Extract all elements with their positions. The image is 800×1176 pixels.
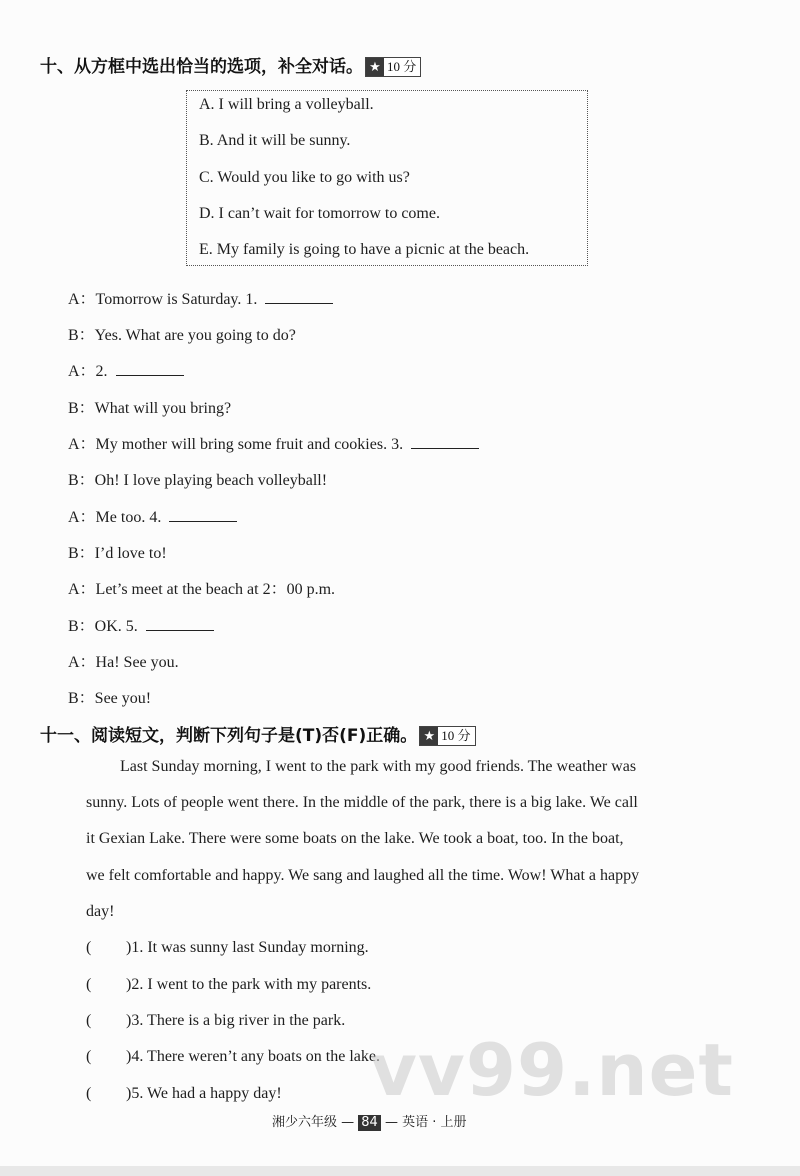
section-10-title	[40, 52, 421, 77]
passage-line: we felt comfortable and happy. We sang and laughed all the time. Wow! What a happy	[86, 867, 640, 884]
dialogue-line: A：Me too. 4.	[68, 504, 237, 527]
option-b: B. And it will be sunny.	[199, 132, 351, 149]
answer-blank-4[interactable]	[169, 507, 237, 522]
passage-line: Last Sunday morning, I went to the park with my good friends. The weather was	[120, 758, 637, 775]
answer-paren-5[interactable]: (	[86, 1085, 92, 1102]
answer-blank-5[interactable]	[146, 616, 214, 631]
bottom-edge	[0, 1166, 800, 1176]
dialogue-line: B：OK. 5.	[68, 613, 214, 636]
section-11-title-text: 十一、阅读短文，判断下列句子是(T)否(F)正确。	[40, 726, 418, 746]
passage-line: sunny. Lots of people went there. In the middle of the park, there is a big lake. We call	[86, 794, 638, 811]
page-footer	[272, 1111, 467, 1131]
answer-paren-3[interactable]: (	[86, 1012, 92, 1029]
dialogue-line: B：See you!	[68, 690, 152, 707]
answer-paren-4[interactable]: (	[86, 1048, 92, 1065]
tf-statement: ( )3. There is a big river in the park.	[86, 1012, 346, 1029]
tf-statement: ( )5. We had a happy day!	[86, 1085, 282, 1102]
tf-statement: ( )1. It was sunny last Sunday morning.	[86, 939, 369, 956]
answer-blank-1[interactable]	[265, 289, 333, 304]
answer-blank-3[interactable]	[411, 434, 479, 449]
dialogue-line: B：Yes. What are you going to do?	[68, 327, 296, 344]
answer-paren-1[interactable]: (	[86, 939, 92, 956]
star-icon: ★	[420, 727, 438, 745]
dialogue-line: A：Tomorrow is Saturday. 1.	[68, 286, 333, 309]
option-d: D. I can’t wait for tomorrow to come.	[199, 205, 440, 222]
footer-left: 湘少六年级 —	[272, 1115, 355, 1130]
dialogue-line: A：Let’s meet at the beach at 2：00 p.m.	[68, 581, 336, 598]
score-badge: ★ 10 分	[365, 57, 421, 77]
tf-statement: ( )2. I went to the park with my parents.	[86, 976, 372, 993]
section-10-title-text: 十、从方框中选出恰当的选项，补全对话。	[40, 57, 363, 77]
option-e: E. My family is going to have a picnic at the beach.	[199, 241, 530, 258]
tf-statement: ( )4. There weren’t any boats on the lake.	[86, 1048, 380, 1065]
answer-blank-2[interactable]	[116, 361, 184, 376]
dialogue-line: B：What will you bring?	[68, 400, 232, 417]
footer-right: — 英语 · 上册	[384, 1115, 467, 1130]
dialogue-line: A：Ha! See you.	[68, 654, 179, 671]
dialogue-line: A：2.	[68, 358, 184, 381]
dialogue-line: A：My mother will bring some fruit and cookies. 3.	[68, 431, 479, 454]
passage-line: it Gexian Lake. There were some boats on the lake. We took a boat, too. In the boat,	[86, 830, 624, 847]
dialogue-line: B：Oh! I love playing beach volleyball!	[68, 472, 328, 489]
star-icon: ★	[366, 58, 384, 76]
option-c: C. Would you like to go with us?	[199, 169, 410, 186]
option-a: A. I will bring a volleyball.	[199, 96, 374, 113]
watermark: vv99.net	[370, 1028, 734, 1112]
section-11-title	[40, 721, 476, 746]
score-badge: ★ 10 分	[419, 726, 475, 746]
answer-paren-2[interactable]: (	[86, 976, 92, 993]
passage-line: day!	[86, 903, 115, 920]
dialogue-line: B：I’d love to!	[68, 545, 167, 562]
page-number: 84	[358, 1115, 381, 1131]
